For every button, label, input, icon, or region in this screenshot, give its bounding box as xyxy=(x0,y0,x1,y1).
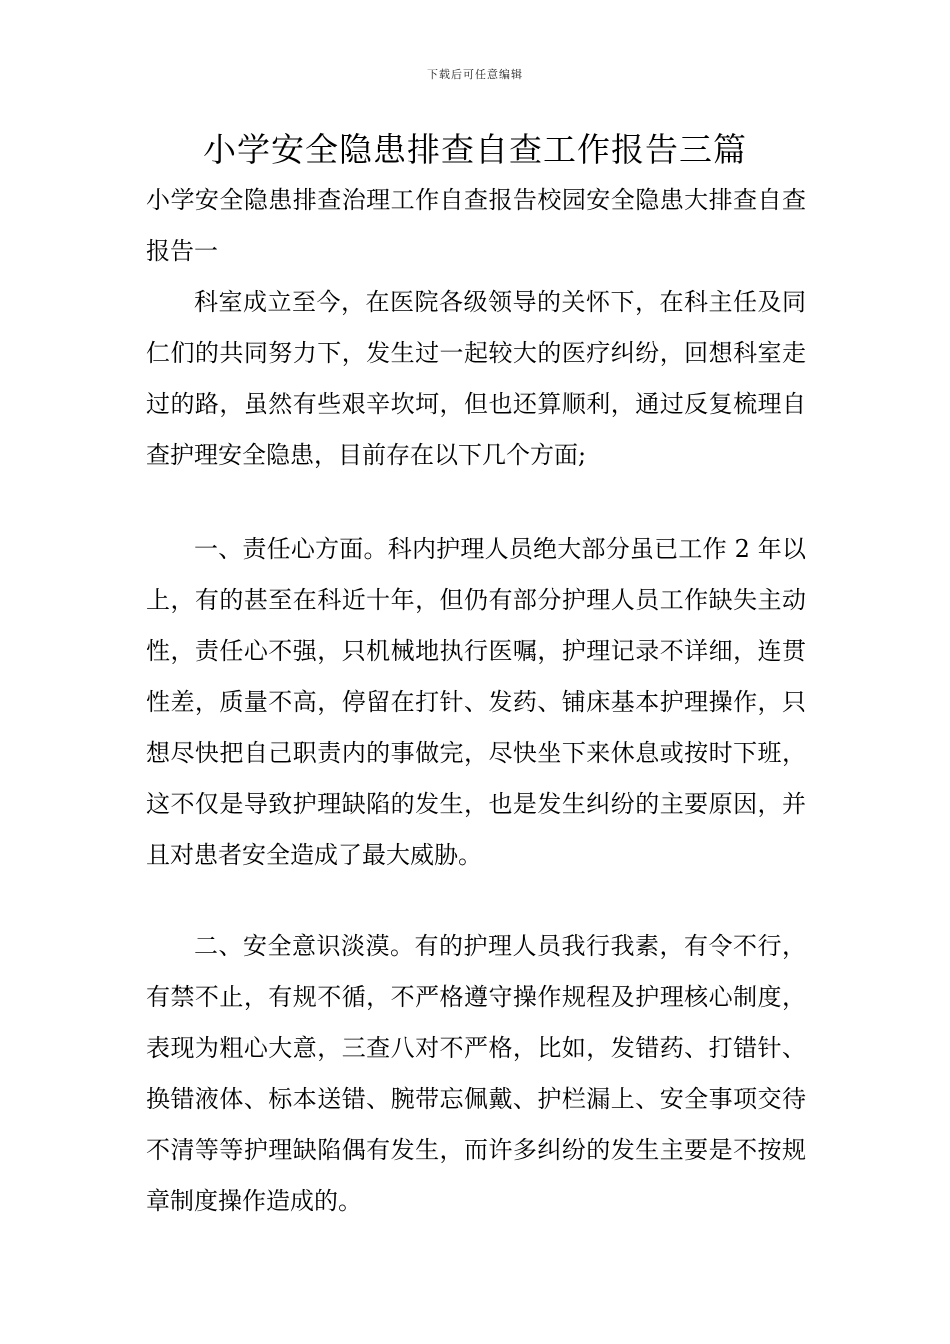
header-note: 下载后可任意编辑 xyxy=(427,68,523,81)
document-subtitle: 小学安全隐患排查治理工作自查报告校园安全隐患大排查自查报告一 xyxy=(146,186,806,265)
document-title: 小学安全隐患排查自查工作报告三篇 xyxy=(203,130,747,169)
paragraph-intro: 科室成立至今，在医院各级领导的关怀下，在科主任及同仁们的共同努力下，发生过一起较大的医疗纠纷，回想科室走过的路，虽然有些艰辛坎坷，但也还算顺利，通过反复梳理自查护理安全隐患，目前存在以下几个方面; xyxy=(146,288,806,469)
paragraph-safety-awareness: 二、安全意识淡漠。有的护理人员我行我素，有令不行，有禁不止，有规不循，不严格遵守操作规程及护理核心制度，表现为粗心大意，三查八对不严格，比如，发错药、打错针、换错液体、标本送错、腕带忘佩戴、护栏漏上、安全事项交待不清等等护理缺陷偶有发生，而许多纠纷的发生主要是不按规章制度操作造成的。 xyxy=(146,932,806,1215)
paragraph-responsibility: 一、责任心方面。科内护理人员绝大部分虽已工作 2 年以上，有的甚至在科近十年，但仍有部分护理人员工作缺失主动性，责任心不强，只机械地执行医嘱，护理记录不详细，连贯性差，质量不高，停留在打针、发药、铺床基本护理操作，只想尽快把自己职责内的事做完，尽快坐下来休息或按时下班，这不仅是导致护理缺陷的发生，也是发生纠纷的主要原因，并且对患者安全造成了最大威胁。 xyxy=(146,535,806,869)
